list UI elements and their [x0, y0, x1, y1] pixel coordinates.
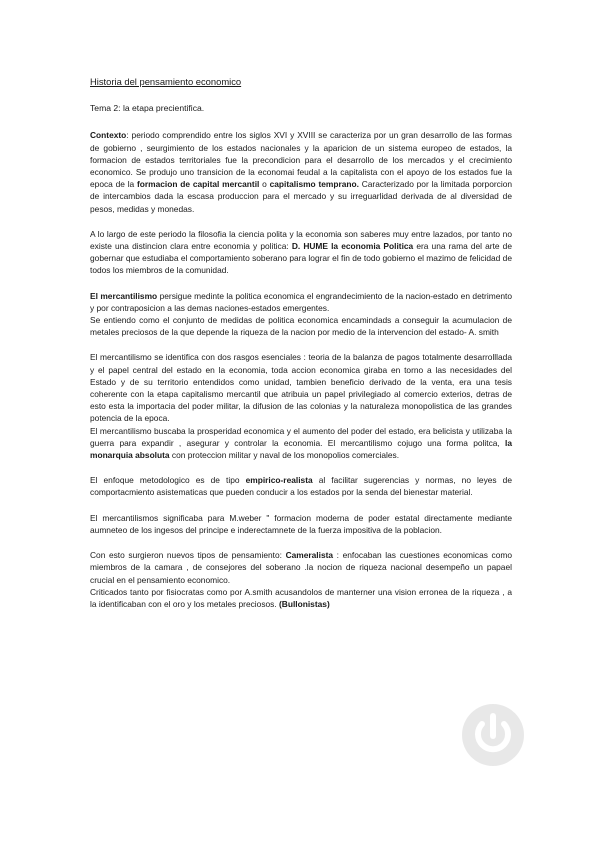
paragraph-text: Con esto surgieron nuevos tipos de pensamiento: — [90, 550, 286, 561]
paragraph-text: A lo largo de este periodo la filosofia la ciencia polita y la economia son saberes muy entre lazados, por tanto no existe una distincion clara entre economia y politica: — [90, 228, 512, 252]
power-logo-icon — [460, 702, 526, 768]
bold-term: formacion de capital mercantil — [137, 179, 260, 190]
paragraph-text: con proteccion militar y naval de los monopolios comerciales. — [169, 450, 400, 461]
bold-term: D. HUME la economia Politica — [291, 241, 414, 252]
bold-term: Cameralista — [285, 550, 334, 561]
paragraph-text: Caracterizado por la limitada porporcion de intercambios dada la escasa produccion para el mercado y su irreguarlidad derivada de al diversidad de pesos, medidas y monedas. — [90, 179, 513, 214]
paragraph-text: El mercantilismo buscaba la prosperidad economica y el aumento del poder del estado, era belicista y utilizaba la guerra para expandir , asegurar y controlar la economia. El mercantilismo cojugo una forma politca, — [90, 425, 512, 448]
document-title: Historia del pensamiento economico — [90, 76, 242, 87]
paragraph-mercantilismo — [90, 290, 512, 314]
paragraph-weber: El mercantilismos significaba para M.weber " formacion moderna de poder estatal directamente mediante aumneteo de los ingesos del principe e inderectamnete de la fuerza impositiva de la poblacion. — [90, 512, 512, 535]
paragraph-enfoque — [90, 474, 512, 498]
paragraph-text: era una rama del arte de gobernar que estudiaba el comportamiento soberano para lograr el fin de todo gobierno el mazimo de felicidad de todos los miembros de la comunidad. — [90, 241, 512, 276]
bold-term: Contexto — [90, 130, 127, 141]
paragraph-text: o — [259, 179, 270, 190]
document-body — [90, 76, 512, 623]
bold-term: El mercantilismo — [90, 290, 158, 301]
paragraph-text: al facilitar sugerencias y normas, no leyes de comportacmiento asistematicas que pueden conducir a los estados por la senda del bienestar material. — [90, 475, 512, 498]
document-subtitle: Tema 2: la etapa precientifica. — [90, 103, 205, 114]
paragraph-criticados — [90, 586, 512, 610]
paragraph-contexto — [90, 129, 512, 214]
paragraph-prosperidad — [90, 425, 512, 462]
paragraph-text: : enfocaban las cuestiones economicas como miembros de la camara , de consejores del soberano .la nocion de riqueza nacional desempeño un papael crucial en el pensamiento economico. — [90, 550, 512, 585]
paragraph-hume — [90, 228, 512, 277]
bold-term: la monarquia absoluta — [90, 437, 512, 461]
bold-term: capitalismo temprano. — [269, 179, 359, 190]
paragraph-text: Criticados tanto por fisiocratas como por A.smith acusandolos de manterner una vision erronea de la riqueza , a la identificaban con el oro y los metales preciosos. — [90, 586, 512, 609]
paragraph-text: : periodo comprendido entre los siglos XVI y XVIII se caracteriza por un gran desarrollo de las formas de gobierno , seurgimiento de los estados nacionales y la aparicion de un sistema europeo de estados, la formacion de estados territoriales fue la precondicion para el desarrollo de los mercados y el crecimiento economico. Se produjo uno transicion de la economai feudal a la capitalista con el apoyo de los estados fue la epoca de la — [90, 130, 512, 190]
paragraph-text: persigue medinte la politica economica el engrandecimiento de la nacion-estado en detrimento y por contraposicion a las demas naciones-estados emergentes. — [90, 290, 512, 313]
paragraph-text: El enfoque metodologico es de tipo — [90, 475, 246, 486]
bold-term: (Bullonistas) — [279, 598, 330, 609]
paragraph-rasgos: El mercantilismo se identifica con dos rasgos esenciales : teoria de la balanza de pagos totalmente desarrolllada y el papel central del estado en la economia, toda accion economica giraba en torno a las necesidades del Estado y de su territorio entendidos como unidad, tambien beneficio derivado de la venta, era una tesis coherente con la etapa capitalismo mercantil que atribuia un papel privilegiado al comercio exterios, detras de esto esta la importacia del poder militar, la difusion de las colonias y la naturaleza monopolistica de las grandes potencia de la epoca. — [90, 352, 512, 424]
paragraph-definicion: Se entiendo como el conjunto de medidas de politica economica encamindads a conseguir la acumulacion de metales preciosos de la que depende la riqueza de la nacion por medio de la intervencion del estado- A. smith — [90, 315, 512, 338]
bold-term: empirico-realista — [245, 475, 313, 486]
paragraph-cameralista — [90, 549, 512, 586]
